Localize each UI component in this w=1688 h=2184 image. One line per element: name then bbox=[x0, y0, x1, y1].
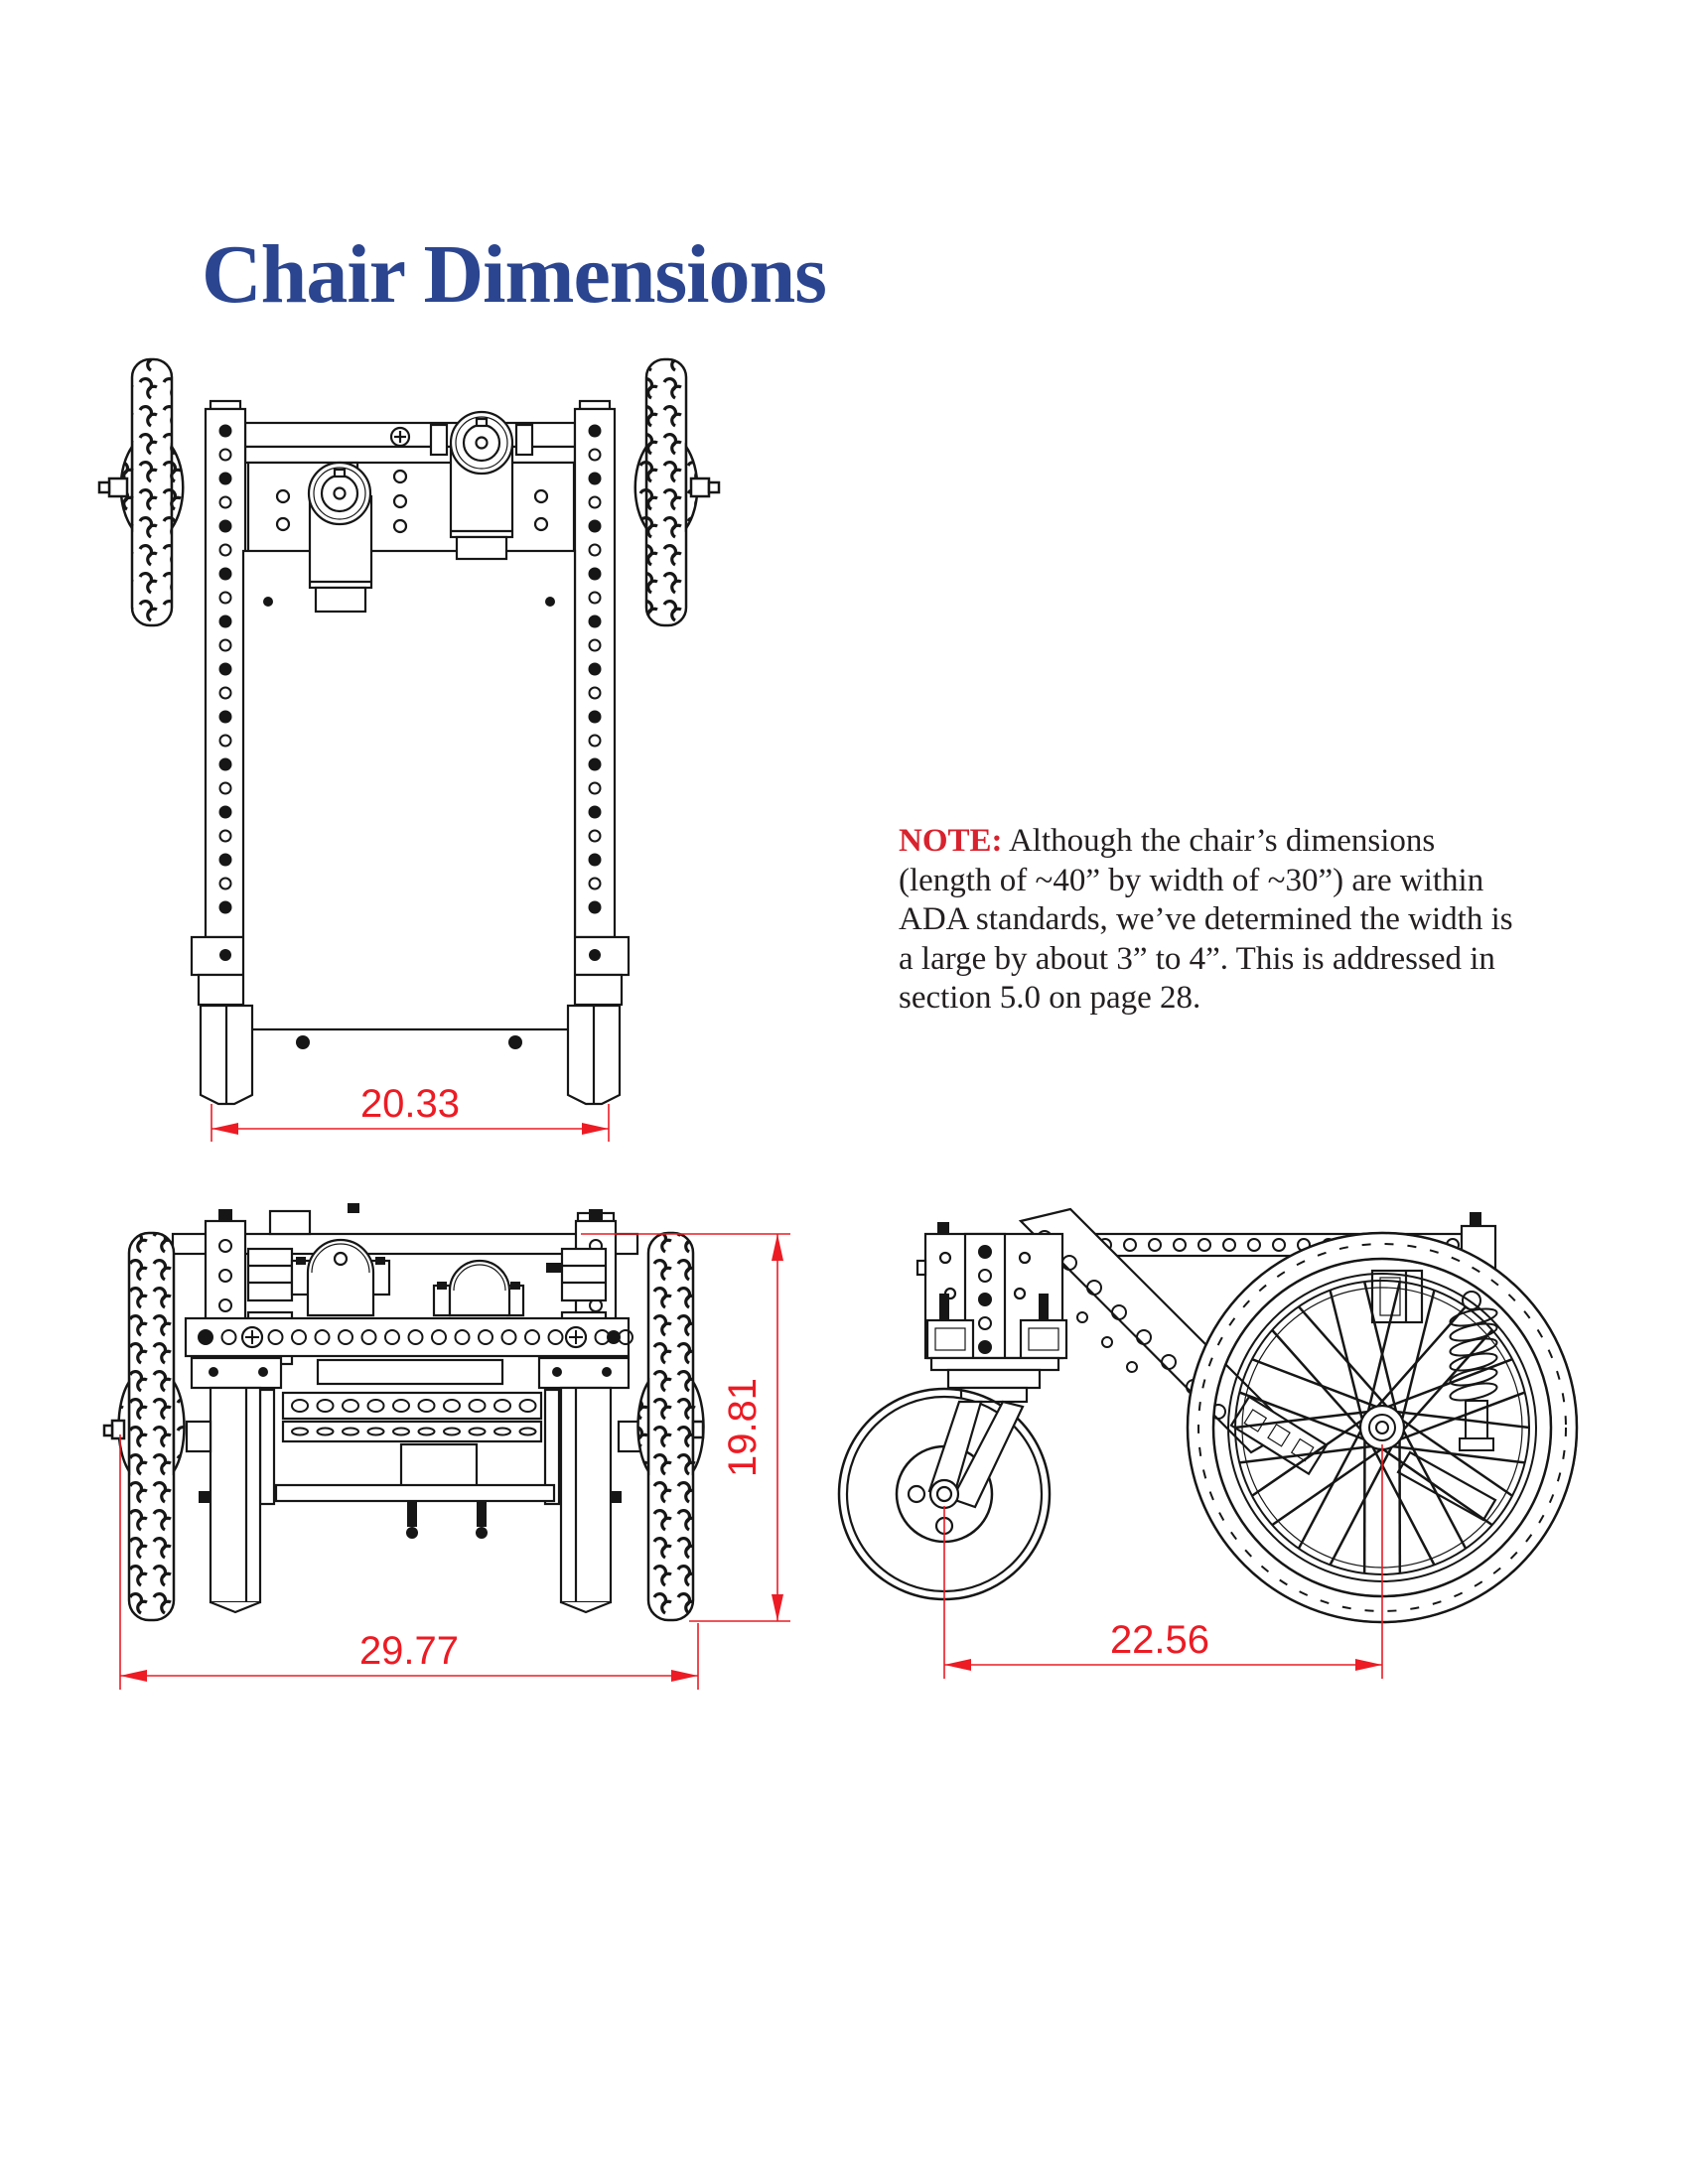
side-caster-assembly bbox=[839, 1358, 1058, 1599]
front-view-drawing bbox=[79, 1201, 794, 1698]
front-center-assembly bbox=[276, 1444, 554, 1539]
page-title: Chair Dimensions bbox=[202, 228, 826, 321]
front-beam-upper bbox=[186, 1318, 633, 1388]
front-right-leg bbox=[545, 1388, 644, 1612]
dimension-label: 29.77 bbox=[358, 1629, 460, 1673]
side-frame-block bbox=[917, 1222, 1066, 1358]
top-base-plate bbox=[243, 551, 575, 1049]
top-right-wheel bbox=[635, 359, 719, 625]
front-left-leg bbox=[187, 1388, 274, 1612]
side-view-drawing bbox=[854, 1206, 1589, 1688]
note-paragraph bbox=[899, 822, 1514, 1019]
note-label: NOTE: bbox=[899, 823, 1003, 859]
note-text: Although the chair’s dimensions (length of ~40” by width of ~30”) are within ADA standards, we’ve determined the width is a large by about 3” to 4”. This is addressed in section 5.0 on page 28. bbox=[899, 823, 1513, 1017]
front-beam-lower bbox=[283, 1393, 541, 1441]
dimension-label: 19.81 bbox=[721, 1377, 765, 1478]
dimension-label: 20.33 bbox=[359, 1082, 461, 1126]
top-left-wheel bbox=[99, 359, 183, 625]
top-left-foot bbox=[201, 1006, 252, 1104]
front-left-wheel bbox=[104, 1233, 185, 1620]
front-motor-right bbox=[434, 1261, 523, 1315]
front-right-wheel bbox=[638, 1233, 704, 1620]
top-view-drawing bbox=[89, 347, 765, 1152]
top-motor-left bbox=[309, 463, 371, 612]
top-right-foot bbox=[568, 1006, 620, 1104]
dimension-label: 22.56 bbox=[1109, 1618, 1210, 1662]
dimension-top-width bbox=[211, 1082, 609, 1142]
